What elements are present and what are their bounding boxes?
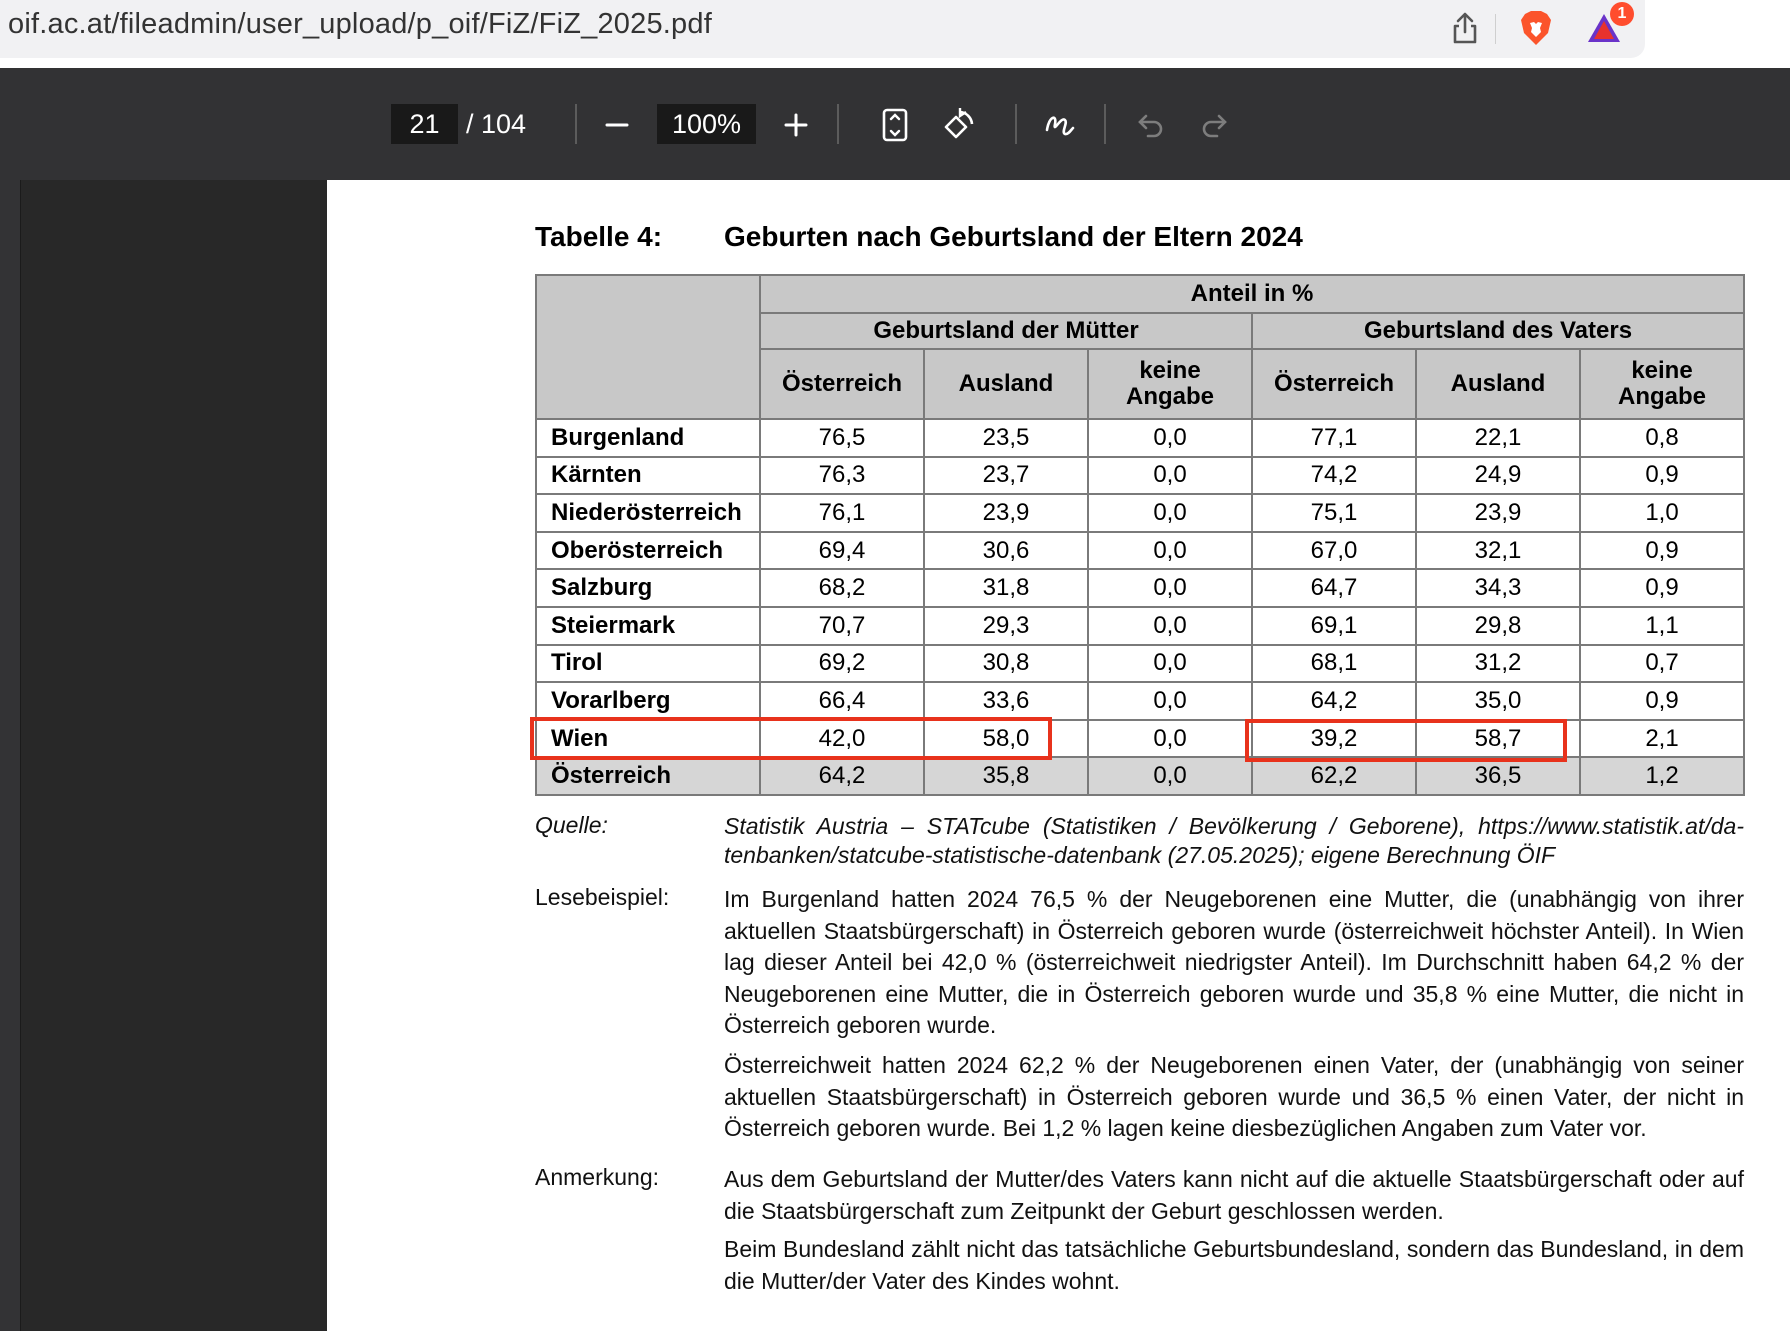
table-cell: 70,7 — [760, 607, 924, 645]
table-cell: 77,1 — [1252, 419, 1416, 457]
table-row — [536, 419, 1744, 457]
table-row — [536, 682, 1744, 720]
table-cell: 0,9 — [1580, 457, 1744, 495]
table-cell: 62,2 — [1252, 757, 1416, 795]
table-cell: 69,1 — [1252, 607, 1416, 645]
table-cell: 30,6 — [924, 532, 1088, 570]
row-region: Oberösterreich — [536, 532, 760, 570]
sidebar-scroll-strip[interactable] — [0, 180, 21, 1331]
table-cell: 67,0 — [1252, 532, 1416, 570]
table-cell: 0,0 — [1088, 607, 1252, 645]
highlight-box-mother — [530, 717, 1052, 760]
rotate-icon[interactable] — [935, 102, 981, 148]
header-col: Österreich — [760, 349, 924, 419]
fit-page-icon[interactable] — [872, 102, 918, 148]
table-cell: 0,7 — [1580, 645, 1744, 683]
table-cell: 1,0 — [1580, 494, 1744, 532]
table-cell: 31,8 — [924, 569, 1088, 607]
table-cell: 0,0 — [1088, 682, 1252, 720]
table-cell: 1,1 — [1580, 607, 1744, 645]
table-row — [536, 494, 1744, 532]
table-cell: 0,0 — [1088, 457, 1252, 495]
sidebar-panel — [0, 180, 327, 1331]
table-cell: 0,9 — [1580, 532, 1744, 570]
table-cell: 64,7 — [1252, 569, 1416, 607]
table-cell: 75,1 — [1252, 494, 1416, 532]
table-cell: 68,2 — [760, 569, 924, 607]
zoom-in-button[interactable] — [773, 102, 819, 148]
table-cell: 42,0 — [760, 720, 924, 758]
table-cell: 36,5 — [1416, 757, 1580, 795]
table-cell: 69,4 — [760, 532, 924, 570]
table-cell: 0,0 — [1088, 569, 1252, 607]
row-region: Tirol — [536, 645, 760, 683]
table-cell: 23,9 — [1416, 494, 1580, 532]
table-cell: 0,0 — [1088, 645, 1252, 683]
zoom-input[interactable]: 100% — [657, 104, 756, 144]
table-cell: 0,0 — [1088, 757, 1252, 795]
table-cell: 74,2 — [1252, 457, 1416, 495]
remark-paragraph-2: Beim Bundesland zählt nicht das tatsächliche Geburtsbundesland, sondern das Bundesland, in dem die Mutter/der Vater des Kindes wohnt. — [724, 1236, 1744, 1294]
row-region: Steiermark — [536, 607, 760, 645]
table-cell: 0,0 — [1088, 720, 1252, 758]
table-row — [536, 532, 1744, 570]
table-cell: 30,8 — [924, 645, 1088, 683]
table-row — [536, 607, 1744, 645]
table-cell: 39,2 — [1252, 720, 1416, 758]
example-paragraph-1: Im Burgenland hatten 2024 76,5 % der Neugeborenen eine Mutter, die (unabhängig von ihrer aktuellen Staatsbürgerschaft) in Österreich geboren wurde (österreichweit höchster Anteil). In Wien lag dieser Anteil bei 42,0 % (österreichweit niedrigster Anteil). Im Durchschnitt haben 64,2 % der Neugeborenen eine Mutter, die in Österreich geboren wurde und 35,8 % eine Mutter, die nicht in Österreich geboren wurde. — [724, 886, 1744, 1038]
browser-address-bar — [0, 0, 1790, 64]
table-cell: 29,8 — [1416, 607, 1580, 645]
table-cell: 64,2 — [1252, 682, 1416, 720]
share-icon[interactable] — [1443, 6, 1487, 50]
table-cell: 0,0 — [1088, 494, 1252, 532]
remark-paragraph-1: Aus dem Geburtsland der Mutter/des Vaters kann nicht auf die aktuelle Staatsbürgerschaft oder auf die Staatsbürgerschaft zum Zeitpunkt der Geburt geschlossen werden. — [724, 1166, 1744, 1224]
url-field[interactable] — [0, 0, 1645, 58]
header-corner — [536, 275, 760, 419]
header-col: keine Angabe — [1088, 349, 1252, 419]
toolbar-separator — [1015, 104, 1017, 144]
header-col: Ausland — [1416, 349, 1580, 419]
row-region: Kärnten — [536, 457, 760, 495]
table-cell: 0,8 — [1580, 419, 1744, 457]
table-cell: 2,1 — [1580, 720, 1744, 758]
table-cell: 76,3 — [760, 457, 924, 495]
undo-icon[interactable] — [1128, 102, 1174, 148]
table-cell: 32,1 — [1416, 532, 1580, 570]
row-region: Niederösterreich — [536, 494, 760, 532]
page-total: / 104 — [466, 109, 527, 139]
table-cell: 66,4 — [760, 682, 924, 720]
table-cell: 24,9 — [1416, 457, 1580, 495]
table-cell: 76,1 — [760, 494, 924, 532]
table-cell: 33,6 — [924, 682, 1088, 720]
table-cell: 69,2 — [760, 645, 924, 683]
table-cell: 23,9 — [924, 494, 1088, 532]
zoom-out-button[interactable] — [594, 102, 640, 148]
table-cell: 58,7 — [1416, 720, 1580, 758]
row-region: Salzburg — [536, 569, 760, 607]
row-region: Vorarlberg — [536, 682, 760, 720]
notification-badge: 1 — [1610, 2, 1634, 26]
table-row — [536, 757, 1744, 795]
example-paragraph-2: Österreichweit hatten 2024 62,2 % der Neugeborenen einen Vater, der (unabhängig von seiner aktuellen Staatsbürgerschaft) in Österreich geboren wurde und 36,5 % einen Vater, der nicht in Österreich geboren wurde. Bei 1,2 % lagen keine diesbezüglichen Angaben zum Vater vor. — [724, 1052, 1744, 1141]
header-share: Anteil in % — [760, 275, 1744, 313]
brave-shields-icon[interactable] — [1514, 6, 1558, 50]
source-label: Quelle: — [535, 812, 608, 838]
header-col: keine Angabe — [1580, 349, 1744, 419]
row-region: Österreich — [536, 757, 760, 795]
url-text[interactable]: oif.ac.at/fileadmin/user_upload/p_oif/FiZ/FiZ_2025.pdf — [8, 8, 712, 40]
table-cell: 68,1 — [1252, 645, 1416, 683]
source-text: Statistik Austria – STATcube (Statistiken / Bevölkerung / Geborene), https://www.statistik.at/da-tenbanken/statcube-statistische-datenbank (27.05.2025); eigene Berechnung ÖIF — [724, 813, 1744, 868]
table-cell: 29,3 — [924, 607, 1088, 645]
toolbar-separator — [837, 104, 839, 144]
toolbar-separator — [1104, 104, 1106, 144]
table-cell: 0,9 — [1580, 569, 1744, 607]
table-cell: 0,0 — [1088, 419, 1252, 457]
table-cell: 0,0 — [1088, 532, 1252, 570]
table-cell: 35,0 — [1416, 682, 1580, 720]
remark-label: Anmerkung: — [535, 1164, 660, 1190]
table-cell: 22,1 — [1416, 419, 1580, 457]
table-cell: 64,2 — [760, 757, 924, 795]
example-label: Lesebeispiel: — [535, 884, 670, 910]
table-cell: 1,2 — [1580, 757, 1744, 795]
header-mother-group: Geburtsland der Mütter — [760, 313, 1252, 349]
table-cell: 23,5 — [924, 419, 1088, 457]
page-number-input[interactable]: 21 — [391, 104, 458, 144]
table-cell: 35,8 — [924, 757, 1088, 795]
draw-icon[interactable] — [1037, 102, 1083, 148]
table-row — [536, 569, 1744, 607]
row-region: Wien — [536, 720, 760, 758]
table-row — [536, 457, 1744, 495]
table-row — [536, 645, 1744, 683]
table-cell: 58,0 — [924, 720, 1088, 758]
table-title: Geburten nach Geburtsland der Eltern 2024 — [724, 221, 1303, 252]
table-cell: 76,5 — [760, 419, 924, 457]
toolbar-divider — [1495, 14, 1496, 44]
table-cell: 31,2 — [1416, 645, 1580, 683]
highlight-box-father — [1245, 719, 1567, 762]
table-label: Tabelle 4: — [535, 221, 663, 252]
row-region: Burgenland — [536, 419, 760, 457]
table-cell: 0,9 — [1580, 682, 1744, 720]
redo-icon[interactable] — [1191, 102, 1237, 148]
toolbar-separator — [575, 104, 577, 144]
table-cell: 23,7 — [924, 457, 1088, 495]
header-col: Österreich — [1252, 349, 1416, 419]
table-cell: 34,3 — [1416, 569, 1580, 607]
header-col: Ausland — [924, 349, 1088, 419]
header-father-group: Geburtsland des Vaters — [1252, 313, 1744, 349]
